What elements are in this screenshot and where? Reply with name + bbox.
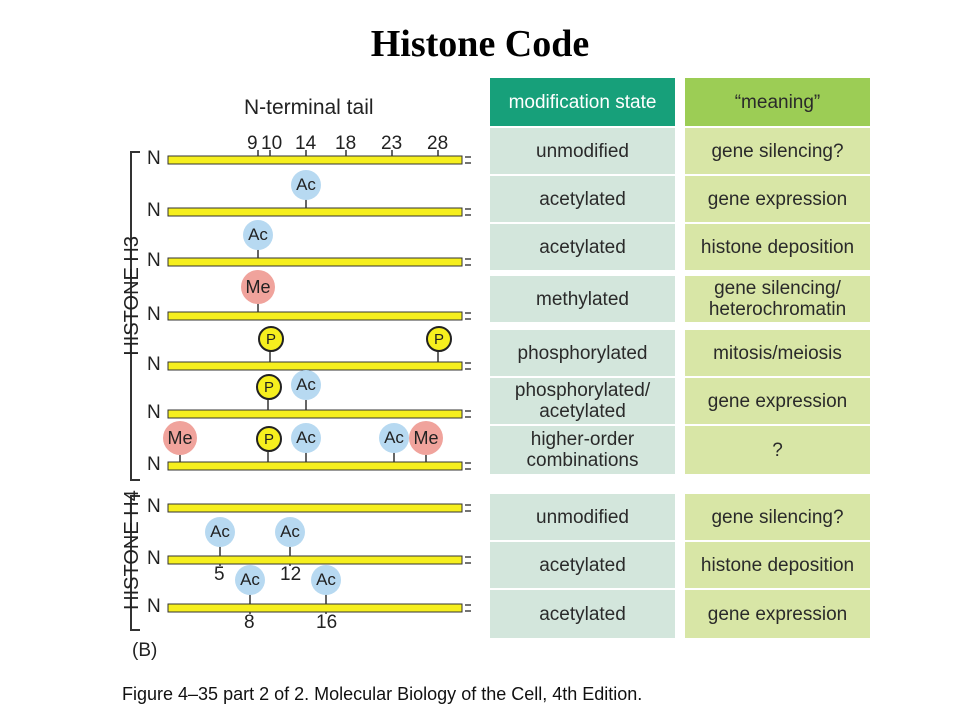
modification-cell: phosphorylated/ acetylated — [490, 378, 675, 424]
position-14: 14 — [295, 133, 317, 154]
n-terminus-label: N — [147, 200, 161, 221]
position-9: 9 — [247, 133, 258, 154]
residue-12: 12 — [280, 564, 302, 585]
n-terminus-label: N — [147, 496, 161, 517]
h3-tail-acetylated-14 — [168, 208, 462, 216]
methyl-mark: Me — [241, 270, 275, 304]
n-terminus-label: N — [147, 354, 161, 375]
n-terminus-label: N — [147, 148, 161, 169]
h3-tail-combinations — [168, 462, 462, 470]
acetyl-mark: Ac — [291, 423, 321, 453]
n-terminus-label: N — [147, 548, 161, 569]
phospho-mark: P — [256, 426, 282, 452]
meaning-cell: gene expression — [685, 176, 870, 222]
meaning-cell: gene expression — [685, 378, 870, 424]
n-terminus-label: N — [147, 402, 161, 423]
tail-end-marks — [465, 157, 471, 611]
acetyl-mark: Ac — [205, 517, 235, 547]
acetyl-mark: Ac — [379, 423, 409, 453]
meaning-cell: gene silencing? — [685, 494, 870, 540]
modification-cell: unmodified — [490, 494, 675, 540]
h4-tail-unmodified — [168, 504, 462, 512]
acetyl-mark: Ac — [243, 220, 273, 250]
modification-cell: methylated — [490, 276, 675, 322]
histone-h3-label: HISTONE H3 — [121, 236, 143, 356]
histone-h4-label: HISTONE H4 — [121, 490, 143, 610]
meaning-cell: histone deposition — [685, 542, 870, 588]
position-28: 28 — [427, 133, 449, 154]
h4-tail-acetylated-8-16 — [168, 604, 462, 612]
h3-tail-methylated — [168, 312, 462, 320]
n-terminus-label: N — [147, 250, 161, 271]
modification-state-header: modification state — [490, 78, 675, 126]
meaning-cell: gene expression — [685, 590, 870, 638]
methyl-mark: Me — [163, 421, 197, 455]
residue-16: 16 — [316, 612, 338, 633]
position-10: 10 — [261, 133, 283, 154]
n-terminus-label: N — [147, 454, 161, 475]
position-23: 23 — [381, 133, 403, 154]
residue-8: 8 — [244, 612, 255, 633]
phospho-mark: P — [258, 326, 284, 352]
modification-cell: higher-order combinations — [490, 426, 675, 474]
acetyl-mark: Ac — [311, 565, 341, 595]
h3-tail-unmodified — [168, 156, 462, 164]
modification-cell: acetylated — [490, 176, 675, 222]
figure-caption: Figure 4–35 part 2 of 2. Molecular Biology of the Cell, 4th Edition. — [122, 684, 643, 704]
phospho-mark: P — [256, 374, 282, 400]
h3-tail-phosphorylated — [168, 362, 462, 370]
n-terminal-tail-label: N-terminal tail — [244, 96, 374, 119]
modification-cell: unmodified — [490, 128, 675, 174]
position-18: 18 — [335, 133, 357, 154]
n-terminus-label: N — [147, 596, 161, 617]
modification-cell: acetylated — [490, 590, 675, 638]
modification-cell: phosphorylated — [490, 330, 675, 376]
acetyl-mark: Ac — [275, 517, 305, 547]
acetyl-mark: Ac — [291, 370, 321, 400]
page-title: Histone Code — [370, 23, 590, 65]
h3-tail-acetylated-9 — [168, 258, 462, 266]
acetyl-mark: Ac — [291, 170, 321, 200]
meaning-cell: gene silencing/ heterochromatin — [685, 276, 870, 322]
acetyl-mark: Ac — [235, 565, 265, 595]
meaning-cell: mitosis/meiosis — [685, 330, 870, 376]
n-terminus-label: N — [147, 304, 161, 325]
methyl-mark: Me — [409, 421, 443, 455]
modification-cell: acetylated — [490, 224, 675, 270]
residue-5: 5 — [214, 564, 225, 585]
meaning-cell: histone deposition — [685, 224, 870, 270]
phospho-mark: P — [426, 326, 452, 352]
panel-label: (B) — [132, 640, 158, 661]
h3-tail-phospho-acetyl — [168, 410, 462, 418]
meaning-cell: ? — [685, 426, 870, 474]
h4-tail-acetylated-5-12 — [168, 556, 462, 564]
meaning-header: “meaning” — [685, 78, 870, 126]
modification-cell: acetylated — [490, 542, 675, 588]
meaning-cell: gene silencing? — [685, 128, 870, 174]
